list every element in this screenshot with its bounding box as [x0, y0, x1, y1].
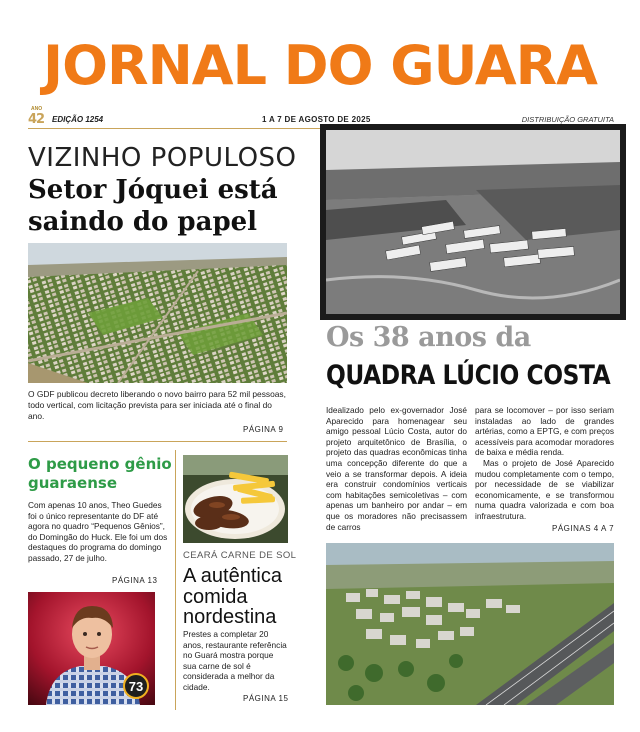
quadra-historic-photo — [320, 124, 626, 320]
edition-number: EDIÇÃO 1254 — [52, 115, 104, 124]
carne-kicker: CEARÁ CARNE DE SOL — [183, 550, 297, 561]
column-divider — [175, 450, 176, 710]
ano-badge — [28, 106, 46, 127]
carne-body: Prestes a completar 20 anos, restaurante referência no Guará mostra porque sua carne de sol é considerada a melhor da cidade. — [183, 629, 287, 692]
quadra-aerial-city-photo — [326, 543, 614, 705]
ano-label: ANO — [31, 106, 43, 112]
edition-dates: 1 A 7 DE AGOSTO DE 2025 — [262, 115, 371, 124]
genio-body: Com apenas 10 anos, Theo Guedes foi o único representante do DF até agora no quadro “Pequenos Gênios”, do Domingão do Huck. Ele foi um dos destaques do programa do domingo passado, 27 de julho. — [28, 500, 168, 563]
quadra-headline-line2[interactable]: QUADRA LÚCIO COSTA — [326, 360, 611, 391]
jockey-aerial-photo — [28, 243, 287, 383]
jockey-page-ref[interactable]: PÁGINA 9 — [243, 425, 284, 434]
genio-boy-photo — [28, 592, 155, 705]
carne-de-sol-photo — [183, 455, 288, 543]
ano-number: 42 — [28, 112, 45, 127]
jockey-caption: O GDF publicou decreto liberando o novo bairro para 52 mil pessoas, todo vertical, com licitação prevista para ser iniciada até o final do ano. — [28, 389, 286, 421]
genio-page-ref[interactable]: PÁGINA 13 — [112, 576, 158, 585]
quadra-body-column-2 — [475, 405, 614, 522]
masthead-title: JORNAL DO GUARA — [43, 34, 597, 97]
quadra-headline-line1[interactable]: Os 38 anos da — [326, 322, 531, 353]
jockey-kicker: VIZINHO POPULOSO — [28, 143, 297, 173]
quadra-page-ref[interactable]: PÁGINAS 4 A 7 — [552, 524, 615, 533]
genio-headline[interactable]: O pequeno gênio guaraense — [28, 455, 172, 492]
section-divider — [28, 441, 287, 442]
distribution-note: DISTRIBUIÇÃO GRATUITA — [521, 115, 614, 124]
quadra-body-column-1: Idealizado pelo ex-governador José Aparecido para homenagear seu amigo pessoal Lúcio Costa, autor do projeto arquitetônico de Brasília, o projeto das quadras econômicas tinha uma concepção diferente do que a veio a se transformar depois. A ideia era construir condomínios verticais com habitações semicoletivas – com apenas um banheiro por andar – em que os moradores não precisassem de carros — [326, 405, 467, 532]
quadra-body-paragraph-1: para se locomover – por isso seriam instaladas ao lado de grandes artérias, como a EPTG, e com preços acessíveis para acomodar moradores de baixa e média renda. — [475, 405, 614, 458]
carne-headline[interactable]: A autêntica comida nordestina — [183, 565, 282, 628]
quadra-body-paragraph-2: Mas o projeto de José Aparecido mudou completamente com o tempo, por necessidade de se viabilizar economicamente, e se transformou numa quadra valorizada e com boa infraestrutura. — [475, 457, 614, 521]
jockey-headline[interactable]: Setor Jóquei está saindo do papel — [28, 175, 278, 237]
contestant-number-badge: 73 — [128, 679, 144, 694]
carne-page-ref[interactable]: PÁGINA 15 — [243, 694, 289, 703]
